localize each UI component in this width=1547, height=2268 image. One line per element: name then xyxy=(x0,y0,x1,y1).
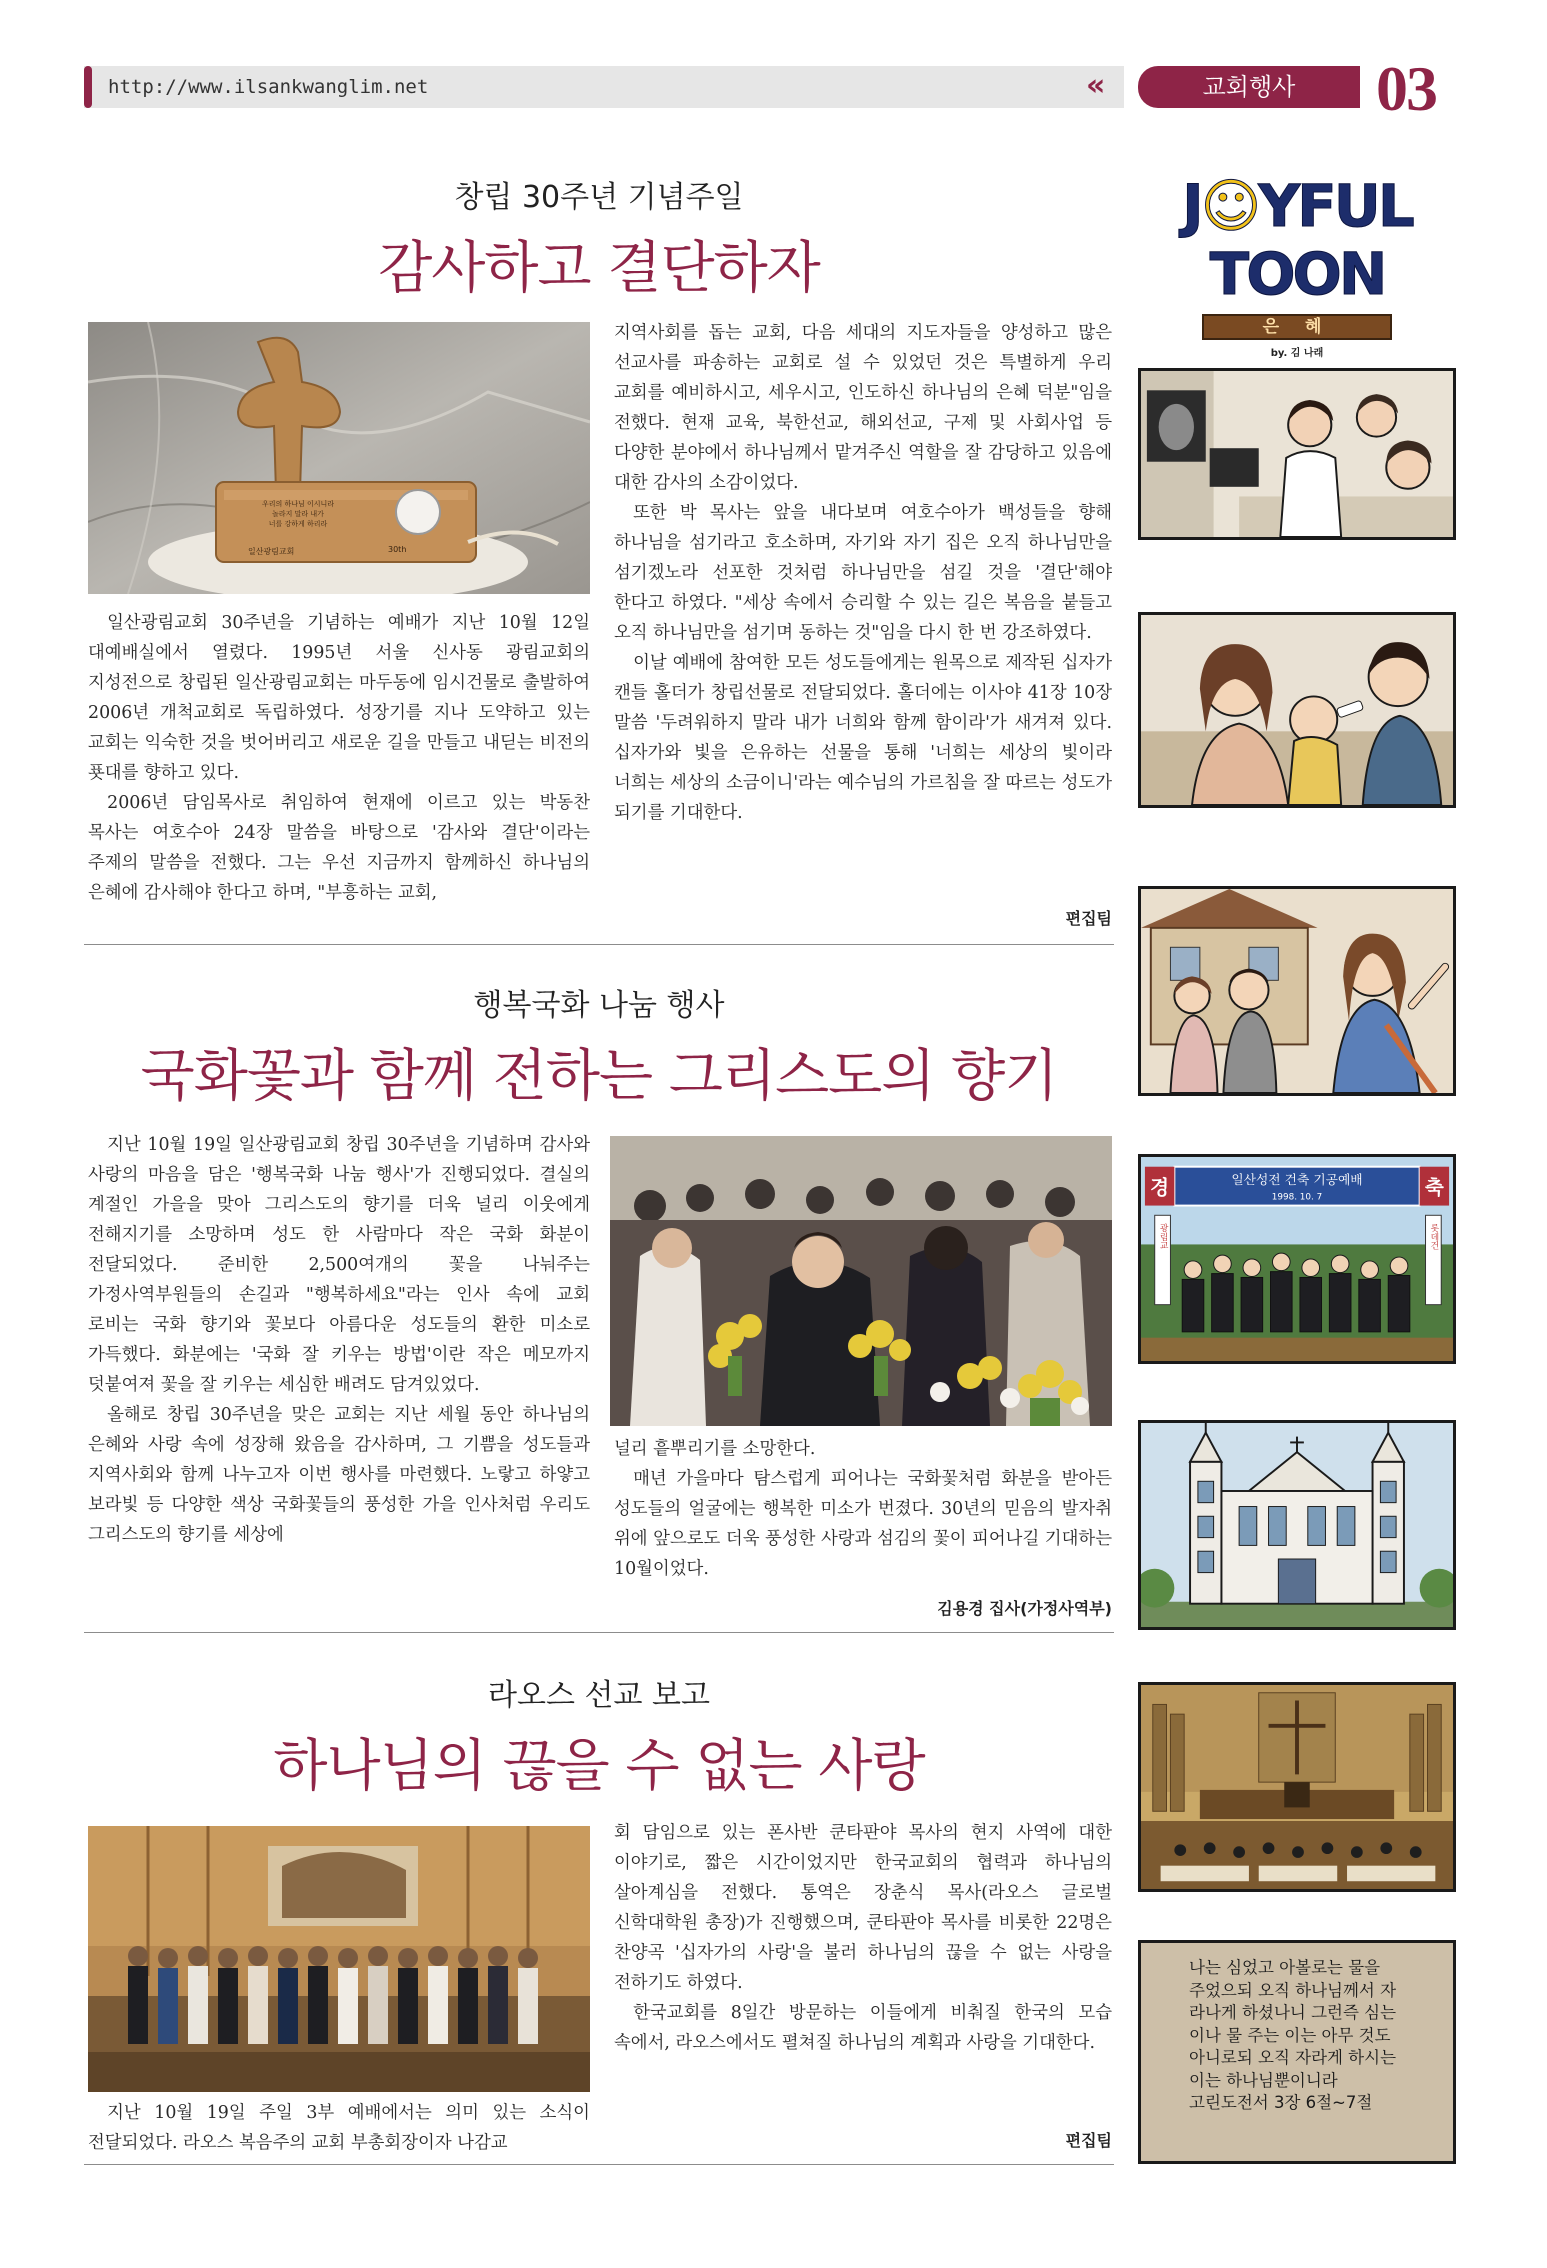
article2-byline: 김용경 집사(가정사역부) xyxy=(937,1599,1112,1618)
article3-headline: 하나님의 끊을 수 없는 사랑 xyxy=(273,1734,925,1799)
comic-panel-2 xyxy=(1138,612,1456,808)
paragraph: 2006년 담임목사로 취임하여 현재에 이르고 있는 박동찬 목사는 여호수아 24장 말씀을 바탕으로 '감사와 결단'이라는 주제의 말씀을 전했다. 그는 우선 지금까지 함께하신 하나님의 은혜에 감사해야 한다고 하며, "부흥하는 교회, xyxy=(88,793,590,903)
paragraph: 지역사회를 돕는 교회, 다음 세대의 지도자들을 양성하고 많은 선교사를 파송하는 교회로 설 수 있었던 것은 특별하게 우리 교회를 예비하시고, 세우시고, 인도하신 하나님의 은혜 덕분"임을 전했다. 현재 교육, 북한선교, 해외선교, 구제 및 사회사업 등 다양한 분야에서 하나님께서 맡겨주신 역할을 잘 감당하고 있음에 대한 감사의 소감이었다. xyxy=(614,323,1112,493)
bible-verse: 나는 심었고 아볼로는 물을 주었으되 오직 하나님께서 자라나게 하셨나니 그런즉 심는 이나 물 주는 이는 아무 것도 아니로되 오직 자라게 하시는 이는 하나님뿐이니라 xyxy=(1189,1958,1397,2090)
article1-byline: 편집팀 xyxy=(1065,909,1112,928)
ceremony-date: 1998. 10. 7 xyxy=(1271,1192,1323,1203)
toon-author: by. 김 나래 xyxy=(1270,348,1324,359)
paragraph: 매년 가을마다 탐스럽게 피어나는 국화꽃처럼 화분을 받아든 성도들의 얼굴에는 행복한 미소가 번졌다. 30년의 믿음의 발자취 위에 앞으로도 더욱 풍성한 사랑과 섬김의 꽃이 피어나길 기대하는 10월이었다. xyxy=(614,1469,1112,1579)
left-banner-char: 경 xyxy=(1150,1176,1170,1199)
ceremony-banner-text: 일산성전 건축 기공예배 xyxy=(1231,1172,1363,1188)
article2-left-text xyxy=(88,1130,590,1550)
comic-panel-3 xyxy=(1138,886,1456,1096)
comic-panel-5 xyxy=(1138,1420,1456,1630)
article3-left-text xyxy=(88,2098,590,2158)
svg-text:일산광림교회: 일산광림교회 xyxy=(248,547,295,556)
article3-right-text xyxy=(614,1818,1112,2058)
svg-text:30th: 30th xyxy=(388,545,407,554)
svg-text:너를 강하게 하리라: 너를 강하게 하리라 xyxy=(268,520,328,528)
joyful-toon-logo xyxy=(1138,172,1456,359)
left-vertical-sign: 광림교 xyxy=(1157,1223,1168,1250)
article1-kicker: 창립 30주년 기념주일 xyxy=(454,180,744,215)
paragraph: 널리 흩뿌리기를 소망한다. xyxy=(614,1439,816,1459)
article2-kicker: 행복국화 나눔 행사 xyxy=(473,988,725,1023)
paragraph: 한국교회를 8일간 방문하는 이들에게 비춰질 한국의 모습 속에서, 라오스에서도 펼쳐질 하나님의 계획과 사랑을 기대한다. xyxy=(614,2003,1112,2053)
toon-subtitle: 은 혜 xyxy=(1202,314,1392,340)
article2-headline: 국화꽃과 함께 전하는 그리스도의 향기 xyxy=(140,1044,1058,1109)
comic-panel-6 xyxy=(1138,1682,1456,1892)
paragraph: 지난 10월 19일 주일 3부 예배에서는 의미 있는 소식이 전달되었다. 라오스 복음주의 교회 부총회장이자 나감교 xyxy=(88,2103,590,2153)
svg-text:놀라지 말라 내가: 놀라지 말라 내가 xyxy=(272,510,324,518)
double-chevron-left-icon: « xyxy=(1086,68,1106,103)
comic-panel-1 xyxy=(1138,368,1456,540)
article2-right-text xyxy=(614,1434,1112,1584)
toon-title: J☺YFUL TOON xyxy=(1182,172,1412,308)
paragraph: 이날 예배에 참여한 모든 성도들에게는 원목으로 제작된 십자가 캔들 홀더가 창립선물로 전달되었다. 홀더에는 이사야 41장 10장 말씀 '두려워하지 말라 내가 너희와 함께 함이라'가 새겨져 있다. 십자가와 빛을 은유하는 선물을 통해 '너희는 세상의 빛이라 너희는 세상의 소금이니'라는 예수님의 가르침을 잘 따르는 성도가 되기를 기대한다. xyxy=(614,653,1112,823)
comic-panel-4 xyxy=(1138,1154,1456,1364)
smiley-icon: ☺ xyxy=(1200,172,1259,240)
right-banner-char: 축 xyxy=(1424,1176,1444,1199)
article1-headline: 감사하고 결단하자 xyxy=(378,236,820,301)
paragraph: 회 담임으로 있는 폰사반 쿤타판야 목사의 현지 사역에 대한 이야기로, 짧은 시간이었지만 한국교회의 협력과 하나님의 살아계심을 전했다. 통역은 장춘식 목사(라오스 글로벌 신학대학원 총장)가 진행했으며, 쿤타판야 목사를 비롯한 22명은 찬양곡 '십자가의 사랑'을 불러 하나님의 끊을 수 없는 사랑을 전하기도 하였다. xyxy=(614,1823,1112,1993)
paragraph: 지난 10월 19일 일산광림교회 창립 30주년을 기념하며 감사와 사랑의 마음을 담은 '행복국화 나눔 행사'가 진행되었다. 결실의 계절인 가을을 맞아 그리스도의 향기를 더욱 널리 이웃에게 전해지기를 소망하며 성도 한 사람마다 작은 국화 화분이 전달되었다. 준비한 2,500여개의 꽃을 나눠주는 가정사역부원들의 손길과 "행복하세요"라는 인사 속에 교회 로비는 국화 향기와 꽃보다 아름다운 성도들의 환한 미소로 가득했다. 화분에는 '국화 잘 키우는 방법'이란 작은 메모까지 덧붙여져 꽃을 잘 키우는 세심한 배려도 담겨있었다. xyxy=(88,1135,590,1395)
plaque-text: 우리의 하나님 이시니라 xyxy=(261,500,335,508)
laos-choir-photo xyxy=(88,1826,590,2092)
article1-left-text xyxy=(88,608,590,908)
paragraph: 일산광림교회 30주년을 기념하는 예배가 지난 10월 12일 대예배실에서 열렸다. 1995년 서울 신사동 광림교회의 지성전으로 창립된 일산광림교회는 마두동에 임시건물로 출발하여 2006년 개척교회로 독립하였다. 성장기를 지나 도약하고 있는 교회는 익숙한 것을 벗어버리고 새로운 길을 만들고 내딛는 비전의 푯대를 향하고 있다. xyxy=(88,613,590,783)
paragraph: 올해로 창립 30주년을 맞은 교회는 지난 세월 동안 하나님의 은혜와 사랑 속에 성장해 왔음을 감사하며, 그 기쁨을 성도들과 지역사회와 함께 나누고자 이번 행사를 마련했다. 노랗고 하얗고 보라빛 등 다양한 색상 국화꽃들의 풍성한 가을 인사처럼 우리도 그리스도의 향기를 세상에 xyxy=(88,1405,590,1545)
page-number: 03 xyxy=(1376,53,1436,124)
article3-kicker: 라오스 선교 보고 xyxy=(488,1678,710,1713)
candle-holder-photo xyxy=(88,322,590,594)
right-vertical-sign: 롯데건 xyxy=(1428,1223,1439,1250)
chrysanthemum-event-photo xyxy=(610,1136,1112,1426)
section-divider xyxy=(84,944,1114,945)
section-divider xyxy=(84,1632,1114,1633)
section-label: 교회행사 xyxy=(1202,73,1296,101)
section-divider xyxy=(84,2164,1114,2165)
site-url[interactable]: http://www.ilsankwanglim.net xyxy=(108,76,429,98)
paragraph: 또한 박 목사는 앞을 내다보며 여호수아가 백성들을 향해 하나님을 섬기라고 호소하며, 자기와 자기 집은 오직 하나님만을 섬기겠노라 선포한 것처럼 하나님만을 섬길 것을 '결단'해야 한다고 하였다. "세상 속에서 승리할 수 있는 길은 복음을 붙들고 오직 하나님만을 섬기며 동하는 것"임을 다시 한 번 강조하였다. xyxy=(614,503,1112,643)
header-accent xyxy=(84,66,92,108)
article3-byline: 편집팀 xyxy=(1065,2131,1112,2150)
bible-verse-scroll xyxy=(1138,1940,1456,2164)
bible-verse-reference: 고린도전서 3장 6절~7절 xyxy=(1189,2093,1373,2112)
article1-right-text xyxy=(614,318,1112,828)
